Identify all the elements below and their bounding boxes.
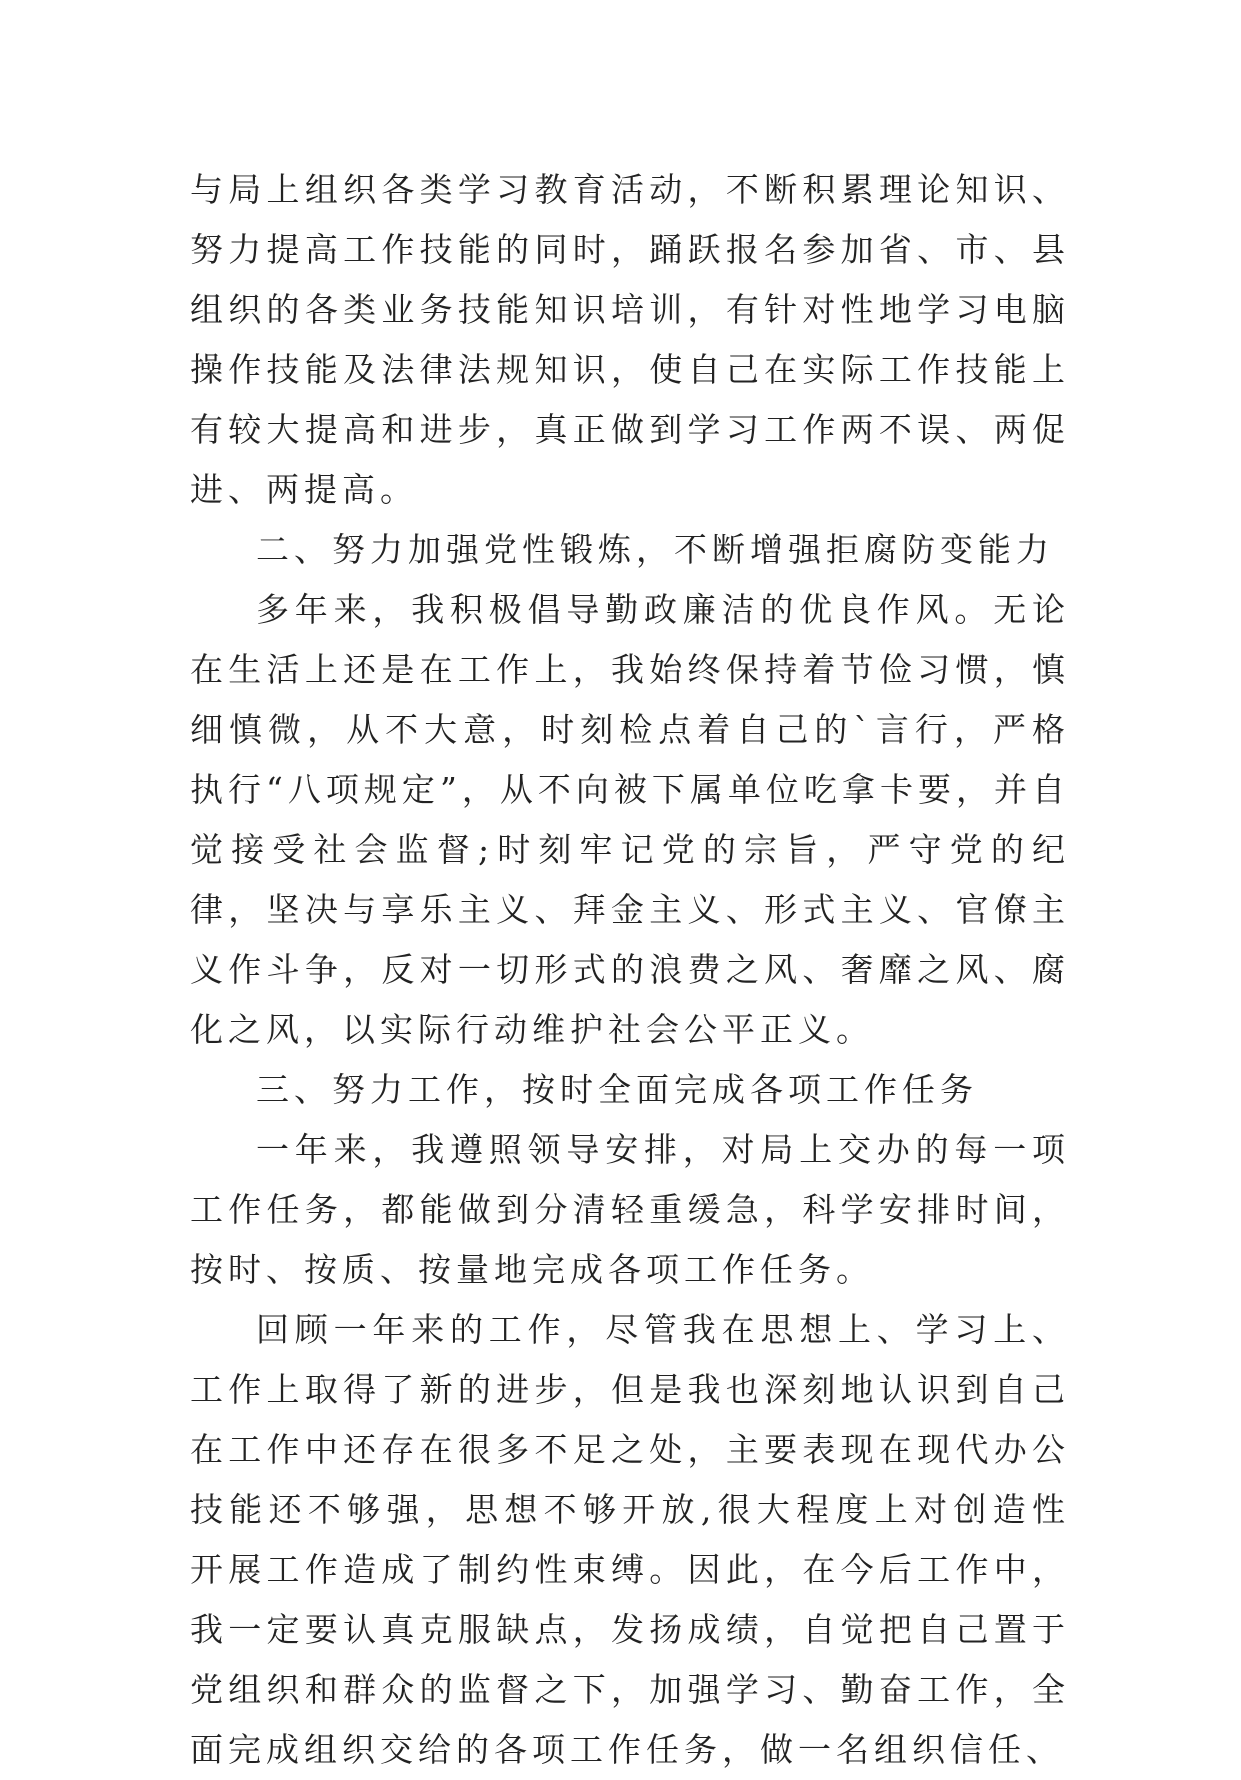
paragraph-integrity: 多年来，我积极倡导勤政廉洁的优良作风。无论在生活上还是在工作上，我始终保持着节俭习惯，慎细慎微，从不大意，时刻检点着自己的`言行，严格执行“八项规定”，从不向被下属单位吃拿卡要，并自觉接受社会监督;时刻牢记党的宗旨，严守党的纪律，坚决与享乐主义、拜金主义、形式主义、官僚主义作斗争，反对一切形式的浪费之风、奢靡之风、腐化之风，以实际行动维护社会公平正义。 bbox=[190, 590, 1070, 1049]
paragraph-review: 回顾一年来的工作，尽管我在思想上、学习上、工作上取得了新的进步，但是我也深刻地认识到自己在工作中还存在很多不足之处，主要表现在现代办公技能还不够强，思想不够开放,很大程度上对创造性开展工作造成了制约性束缚。因此，在今后工作中，我一定要认真克服缺点，发扬成绩，自觉把自己置于党组织和群众的监督之下，加强学习、勤奋工作，全面完成组织交给的各项工作任务，做一名组织信任、 bbox=[190, 1310, 1070, 1769]
section-heading-party-discipline: 二、努力加强党性锻炼，不断增强拒腐防变能力 bbox=[256, 530, 1054, 569]
section-heading-work-tasks: 三、努力工作，按时全面完成各项工作任务 bbox=[256, 1070, 978, 1109]
paragraph-study: 与局上组织各类学习教育活动，不断积累理论知识、努力提高工作技能的同时，踊跃报名参加省、市、县组织的各类业务技能知识培训，有针对性地学习电脑操作技能及法律法规知识，使自己在实际工作技能上有较大提高和进步，真正做到学习工作两不误、两促进、两提高。 bbox=[190, 170, 1070, 509]
paragraph-work-completion: 一年来，我遵照领导安排，对局上交办的每一项工作任务，都能做到分清轻重缓急，科学安排时间，按时、按质、按量地完成各项工作任务。 bbox=[190, 1130, 1070, 1289]
document-body bbox=[190, 160, 1070, 1780]
